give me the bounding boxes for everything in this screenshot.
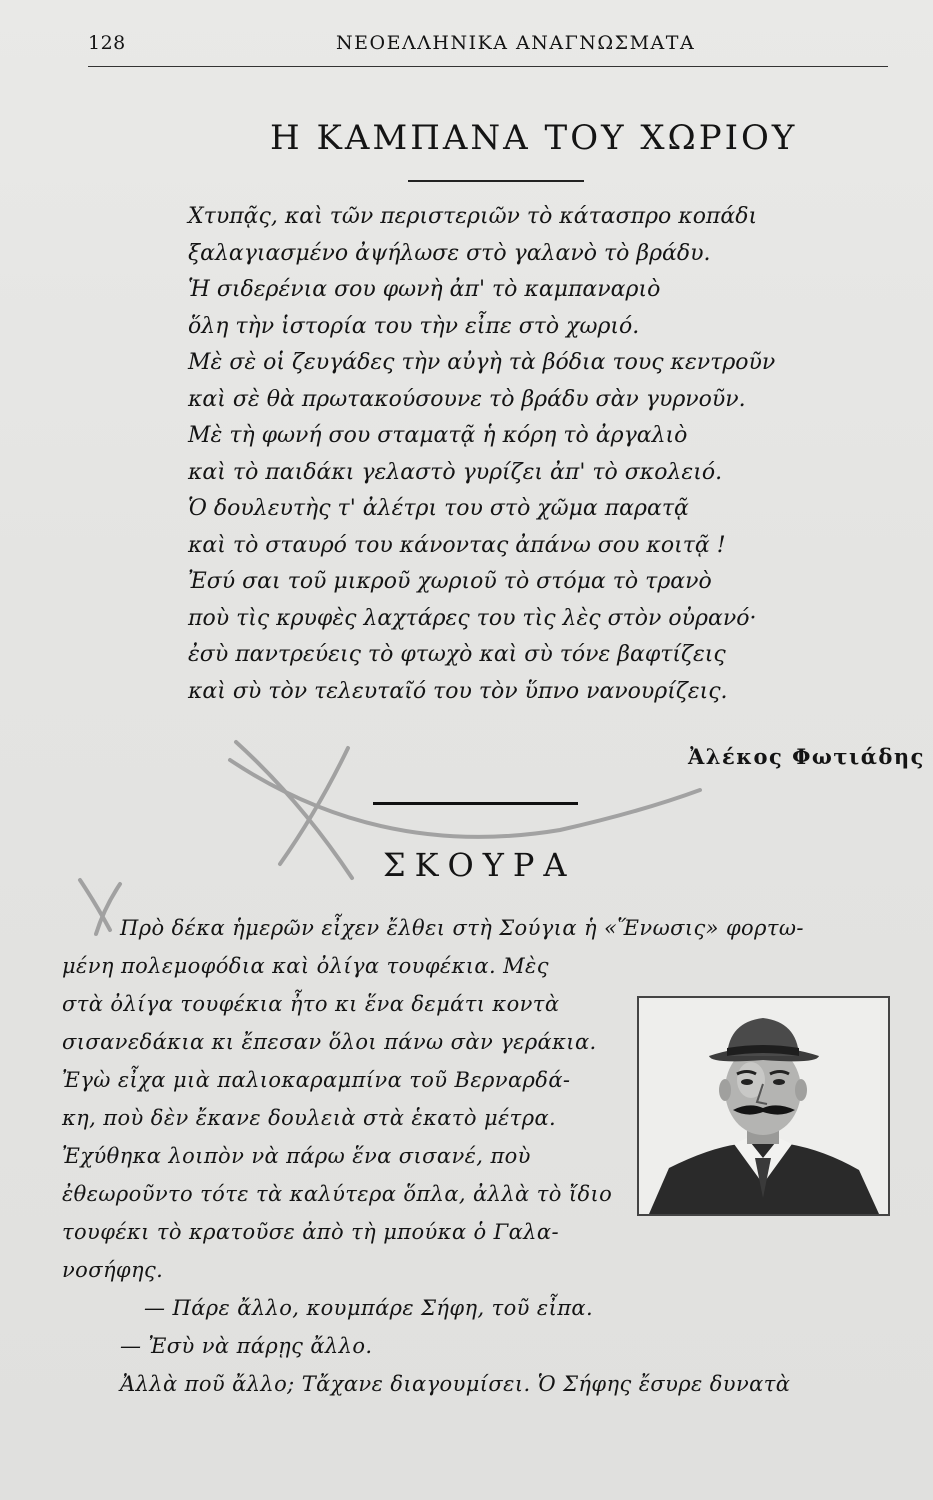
poem-line: Χτυπᾷς, καὶ τῶν περιστεριῶν τὸ κάτασπρο κοπάδι [188, 204, 758, 229]
poem-line: καὶ τὸ σταυρό του κάνοντας ἀπάνω σου κοιτᾷ ! [188, 532, 726, 558]
running-head: ΝΕΟΕΛΛΗΝΙΚΑ ΑΝΑΓΝΩΣΜΑΤΑ [336, 32, 696, 54]
portrait-image [639, 998, 888, 1214]
poem-line: Μὲ τὴ φωνή σου σταματᾷ ἡ κόρη τὸ ἀργαλιὸ [188, 423, 688, 448]
poem-line: Ἡ σιδερένια σου φωνὴ ἀπ' τὸ καμπαναριὸ [188, 277, 661, 302]
page-number: 128 [88, 32, 126, 54]
section-rule [373, 802, 578, 805]
poem-line: Ὁ δουλευτὴς τ' ἀλέτρι του στὸ χῶμα παρατᾷ [188, 496, 689, 521]
story-line: νοσήφης. [62, 1258, 164, 1282]
poem-line: ἐσὺ παντρεύεις τὸ φτωχὸ καὶ σὺ τόνε βαφτίζεις [188, 642, 726, 667]
poem-title: Η ΚΑΜΠΑΝΑ ΤΟΥ ΧΩΡΙΟΥ [270, 118, 798, 158]
story-line: σισανεδάκια κι ἔπεσαν ὅλοι πάνω σὰν γεράκια. [62, 1030, 597, 1054]
poem-line: ποὺ τὶς κρυφὲς λαχτάρες του τὶς λὲς στὸν οὐρανό· [188, 605, 757, 631]
header-rule [88, 66, 888, 67]
story-line: Πρὸ δέκα ἡμερῶν εἶχεν ἔλθει στὴ Σούγια ἡ «Ἕνωσις» φορτω- [120, 916, 804, 940]
story-line: — Πάρε ἄλλο, κουμπάρε Σήφη, τοῦ εἶπα. [144, 1296, 594, 1320]
poem-line: καὶ σὺ τὸν τελευταῖό του τὸν ὕπνο νανουρίζεις. [188, 678, 728, 704]
story-line: ἐθεωροῦντο τότε τὰ καλύτερα ὅπλα, ἀλλὰ τὸ ἴδιο [62, 1182, 613, 1206]
poem-line: Μὲ σὲ οἱ ζευγάδες τὴν αὐγὴ τὰ βόδια τους κεντροῦν [188, 350, 776, 375]
poem-line: ὅλη τὴν ἱστορία του τὴν εἶπε στὸ χωριό. [188, 313, 640, 339]
poem-line: Ἐσύ σαι τοῦ μικροῦ χωριοῦ τὸ στόμα τὸ τρανὸ [188, 569, 712, 594]
story-title: ΣΚΟΥΡΑ [383, 846, 576, 884]
page-header [88, 32, 888, 66]
story-line: τουφέκι τὸ κρατοῦσε ἀπὸ τὴ μπούκα ὁ Γαλα- [62, 1220, 559, 1244]
author-portrait [637, 996, 890, 1216]
title-rule [408, 180, 584, 182]
story-line: μένη πολεμοφόδια καὶ ὀλίγα τουφέκια. Μὲς [62, 954, 549, 978]
story-line: Ἀλλὰ ποῦ ἄλλο; Τἄχανε διαγουμίσει. Ὁ Σήφης ἔσυρε δυνατὰ [120, 1372, 791, 1396]
story-line: Ἐγὼ εἶχα μιὰ παλιοκαραμπίνα τοῦ Βερναρδά- [62, 1068, 571, 1092]
story-line: — Ἐσὺ νὰ πάρῃς ἄλλο. [120, 1334, 373, 1358]
poem-body [188, 204, 868, 715]
poem-line: καὶ τὸ παιδάκι γελαστὸ γυρίζει ἀπ' τὸ σκολειό. [188, 459, 723, 485]
poem-line: ξαλαγιασμένο ἀψήλωσε στὸ γαλανὸ τὸ βράδυ. [188, 240, 711, 266]
story-line: κη, ποὺ δὲν ἔκανε δουλειὰ στὰ ἑκατὸ μέτρα. [62, 1106, 557, 1130]
poem-line: καὶ σὲ θὰ πρωτακούσουνε τὸ βράδυ σὰν γυρνοῦν. [188, 386, 746, 412]
story-line: στὰ ὀλίγα τουφέκια ἦτο κι ἕνα δεμάτι κοντὰ [62, 992, 560, 1016]
poem-author: Ἀλέκος Φωτιάδης [688, 744, 925, 769]
story-line: Ἐχύθηκα λοιπὸν νὰ πάρω ἕνα σισανέ, ποὺ [62, 1144, 531, 1168]
